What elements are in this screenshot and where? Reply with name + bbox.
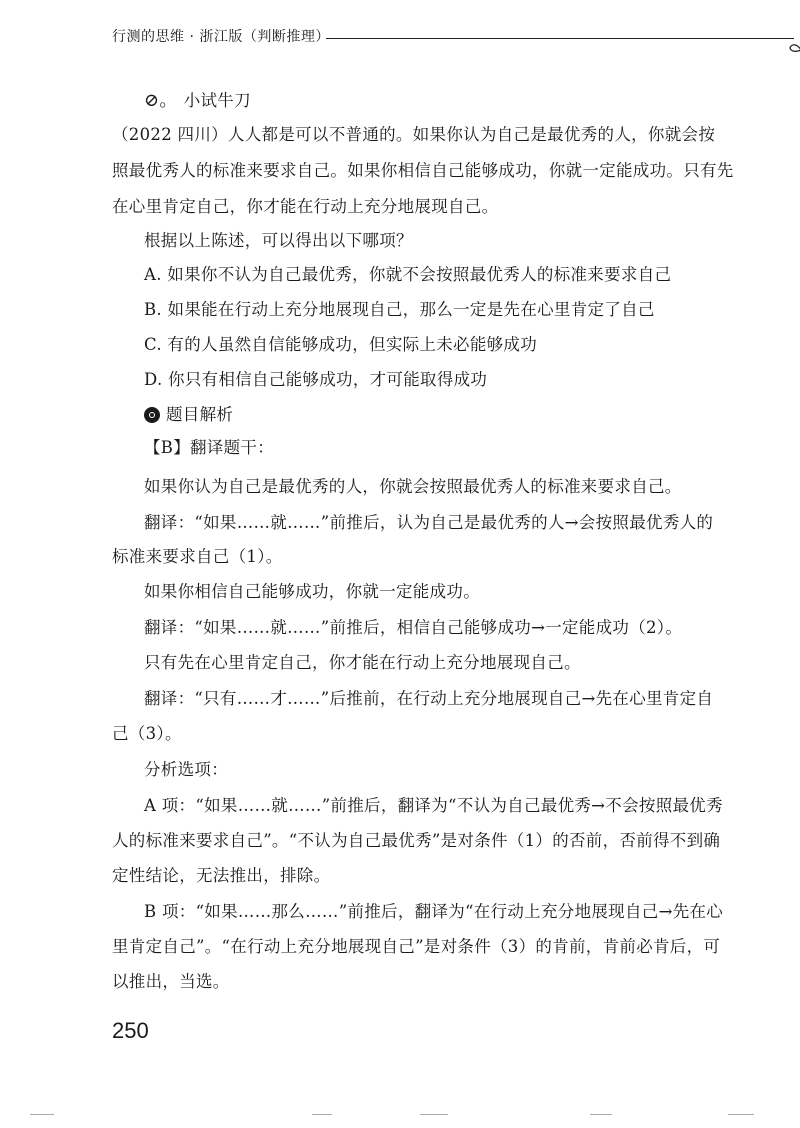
question-prompt: 根据以上陈述，可以得出以下哪项？ bbox=[144, 231, 413, 250]
scan-mark bbox=[312, 1114, 332, 1115]
header-title: 行测的思维 · 浙江版（判断推理） bbox=[112, 29, 330, 45]
header-rule bbox=[326, 38, 794, 39]
option-c: C. 有的人虽然自信能够成功，但实际上未必能够成功 bbox=[144, 335, 538, 354]
option-b: B. 如果能在行动上充分地展现自己，那么一定是先在心里肯定了自己 bbox=[144, 300, 655, 319]
target-icon bbox=[144, 407, 160, 423]
scan-mark bbox=[30, 1114, 54, 1115]
question-stem-line-2: 照最优秀人的标准来要求自己。如果你相信自己能够成功，你就一定能成功。只有先 bbox=[112, 161, 734, 180]
answer-line: 【B】翻译题干： bbox=[144, 438, 275, 457]
analysis-line: 分析选项： bbox=[144, 760, 228, 779]
sprout-icon bbox=[788, 39, 800, 65]
analysis-line: 定性结论，无法推出，排除。 bbox=[112, 866, 331, 885]
option-a: A. 如果你不认为自己最优秀，你就不会按照最优秀人的标准来要求自己 bbox=[144, 265, 672, 284]
analysis-line: 如果你认为自己是最优秀的人，你就会按照最优秀人的标准来要求自己。 bbox=[144, 477, 682, 496]
analysis-line: 里肯定自己”。“在行动上充分地展现自己”是对条件（3）的肯前，肯前必肯后，可 bbox=[112, 937, 721, 956]
scan-mark bbox=[728, 1114, 754, 1115]
analysis-line: 标准来要求自己（1）。 bbox=[112, 547, 283, 566]
scan-mark bbox=[420, 1114, 448, 1115]
question-stem-line-3: 在心里肯定自己，你才能在行动上充分地展现自己。 bbox=[112, 197, 499, 216]
analysis-line: 翻译：“如果……就……”前推后，相信自己能够成功→一定能成功（2）。 bbox=[144, 618, 683, 637]
analysis-title: 题目解析 bbox=[166, 405, 234, 424]
section-mark-icon: ⊘。 bbox=[144, 90, 178, 111]
running-header bbox=[112, 26, 712, 50]
analysis-line: 以推出，当选。 bbox=[112, 972, 230, 991]
analysis-line: 人的标准来要求自己”。“不认为自己最优秀”是对条件（1）的否前，否前得不到确 bbox=[112, 831, 721, 850]
page-number: 250 bbox=[112, 1018, 149, 1043]
analysis-line: 只有先在心里肯定自己，你才能在行动上充分地展现自己。 bbox=[144, 653, 581, 672]
section-title: 小试牛刀 bbox=[183, 91, 251, 110]
question-stem-line-1: （2022 四川）人人都是可以不普通的。如果你认为自己是最优秀的人，你就会按 bbox=[112, 125, 716, 144]
analysis-line: 己（3）。 bbox=[112, 724, 182, 743]
analysis-line: A 项：“如果……就……”前推后，翻译为“不认为自己最优秀→不会按照最优秀 bbox=[144, 796, 723, 815]
scan-artifacts bbox=[0, 1112, 800, 1122]
scan-mark bbox=[590, 1114, 612, 1115]
analysis-heading bbox=[144, 404, 233, 426]
option-d: D. 你只有相信自己能够成功，才可能取得成功 bbox=[144, 370, 488, 389]
analysis-line: B 项：“如果……那么……”前推后，翻译为“在行动上充分地展现自己→先在心 bbox=[144, 902, 724, 921]
section-heading bbox=[144, 90, 251, 112]
analysis-line: 如果你相信自己能够成功，你就一定能成功。 bbox=[144, 582, 480, 601]
analysis-line: 翻译：“只有……才……”后推前，在行动上充分地展现自己→先在心里肯定自 bbox=[144, 689, 714, 708]
analysis-line: 翻译：“如果……就……”前推后，认为自己是最优秀的人→会按照最优秀人的 bbox=[144, 513, 714, 532]
